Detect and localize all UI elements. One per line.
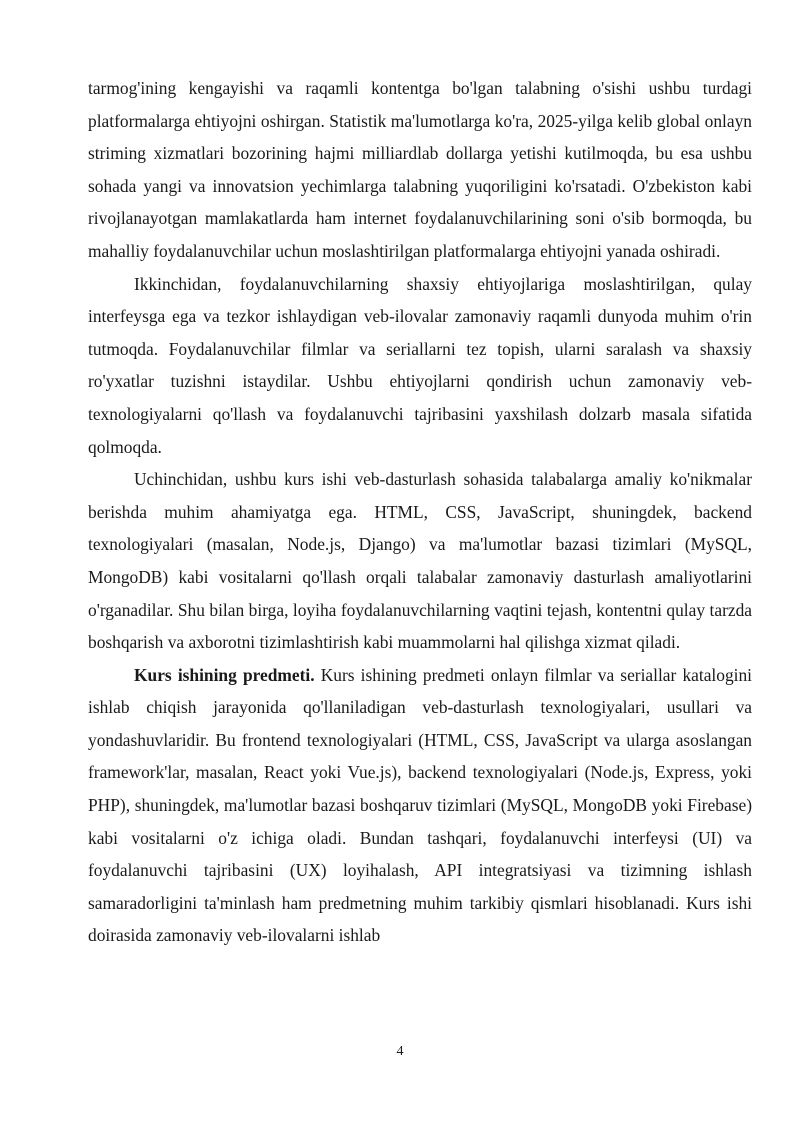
paragraph-2-text: Ikkinchidan, foydalanuvchilarning shaxsiy ehtiyojlariga moslashtirilgan, qulay interfeysga ega va tezkor ishlaydigan veb-ilovalar zamonaviy raqamli dunyoda muhim o'rin tutmoqda. Foydalanuvchilar filmlar va seriallarni tez topish, ularni saralash va shaxsiy ro'yxatlar tuzishni istaydilar. Ushbu ehtiyojlarni qondirish uchun zamonaviy veb-texnologiyalarni qo'llash va foydalanuvchi tajribasini yaxshilash dolzarb masala sifatida qolmoqda. bbox=[88, 273, 752, 457]
paragraph-1-text: tarmog'ining kengayishi va raqamli kontentga bo'lgan talabning o'sishi ushbu turdagi platformalarga ehtiyojni oshirgan. Statistik ma'lumotlarga ko'ra, 2025-yilga kelib global onlayn striming xizmatlari bozorining hajmi milliardlab dollarga yetishi kutilmoqda, bu esa ushbu sohada yangi va innovatsion yechimlarga talabning yuqoriligini ko'rsatadi. O'zbekiston kabi rivojlanayotgan mamlakatlarda ham internet foydalanuvchilarining soni o'sib bormoqda, bu mahalliy foydalanuvchilar uchun moslashtirilgan platformalarga ehtiyojni yanada oshiradi. bbox=[88, 78, 752, 261]
paragraph-4-text: Kurs ishining predmeti onlayn filmlar va seriallar katalogini ishlab chiqish jarayonida qo'llaniladigan veb-dasturlash texnologiyalari, usullari va yondashuvlaridir. Bu frontend texnologiyalari (HTML, CSS, JavaScript va ularga asoslangan framework'lar, masalan, React yoki Vue.js), backend texnologiyalari (Node.js, Express, yoki PHP), shuningdek, ma'lumotlar bazasi boshqaruv tizimlari (MySQL, MongoDB yoki Firebase) kabi vositalarni o'z ichiga oladi. Bundan tashqari, foydalanuvchi interfeysi (UI) va foydalanuvchi tajribasini (UX) loyihalash, API integratsiyasi va tizimning ishlash samaradorligini ta'minlash ham predmetning muhim tarkibiy qismlari hisoblanadi. Kurs ishi doirasida zamonaviy veb-ilovalarni ishlab bbox=[88, 664, 752, 946]
paragraph-3 bbox=[88, 463, 752, 659]
paragraph-2 bbox=[88, 268, 752, 464]
paragraph-1 bbox=[88, 72, 752, 268]
page-number: 4 bbox=[396, 1044, 404, 1059]
paragraph-3-text: Uchinchidan, ushbu kurs ishi veb-dasturlash sohasida talabalarga amaliy ko'nikmalar berishda muhim ahamiyatga ega. HTML, CSS, JavaScript, shuningdek, backend texnologiyalari (masalan, Node.js, Django) va ma'lumotlar bazasi tizimlari (MySQL, MongoDB) kabi vositalarni qo'llash orqali talabalar zamonaviy dasturlash amaliyotlarini o'rganadilar. Shu bilan birga, loyiha foydalanuvchilarning vaqtini tejash, kontentni qulay tarzda boshqarish va axborotni tizimlashtirish kabi muammolarni hal qilishga xizmat qiladi. bbox=[88, 469, 752, 653]
section-heading-inline: Kurs ishining predmeti. bbox=[134, 664, 315, 685]
paragraph-4 bbox=[88, 659, 752, 952]
page-body bbox=[88, 72, 752, 952]
